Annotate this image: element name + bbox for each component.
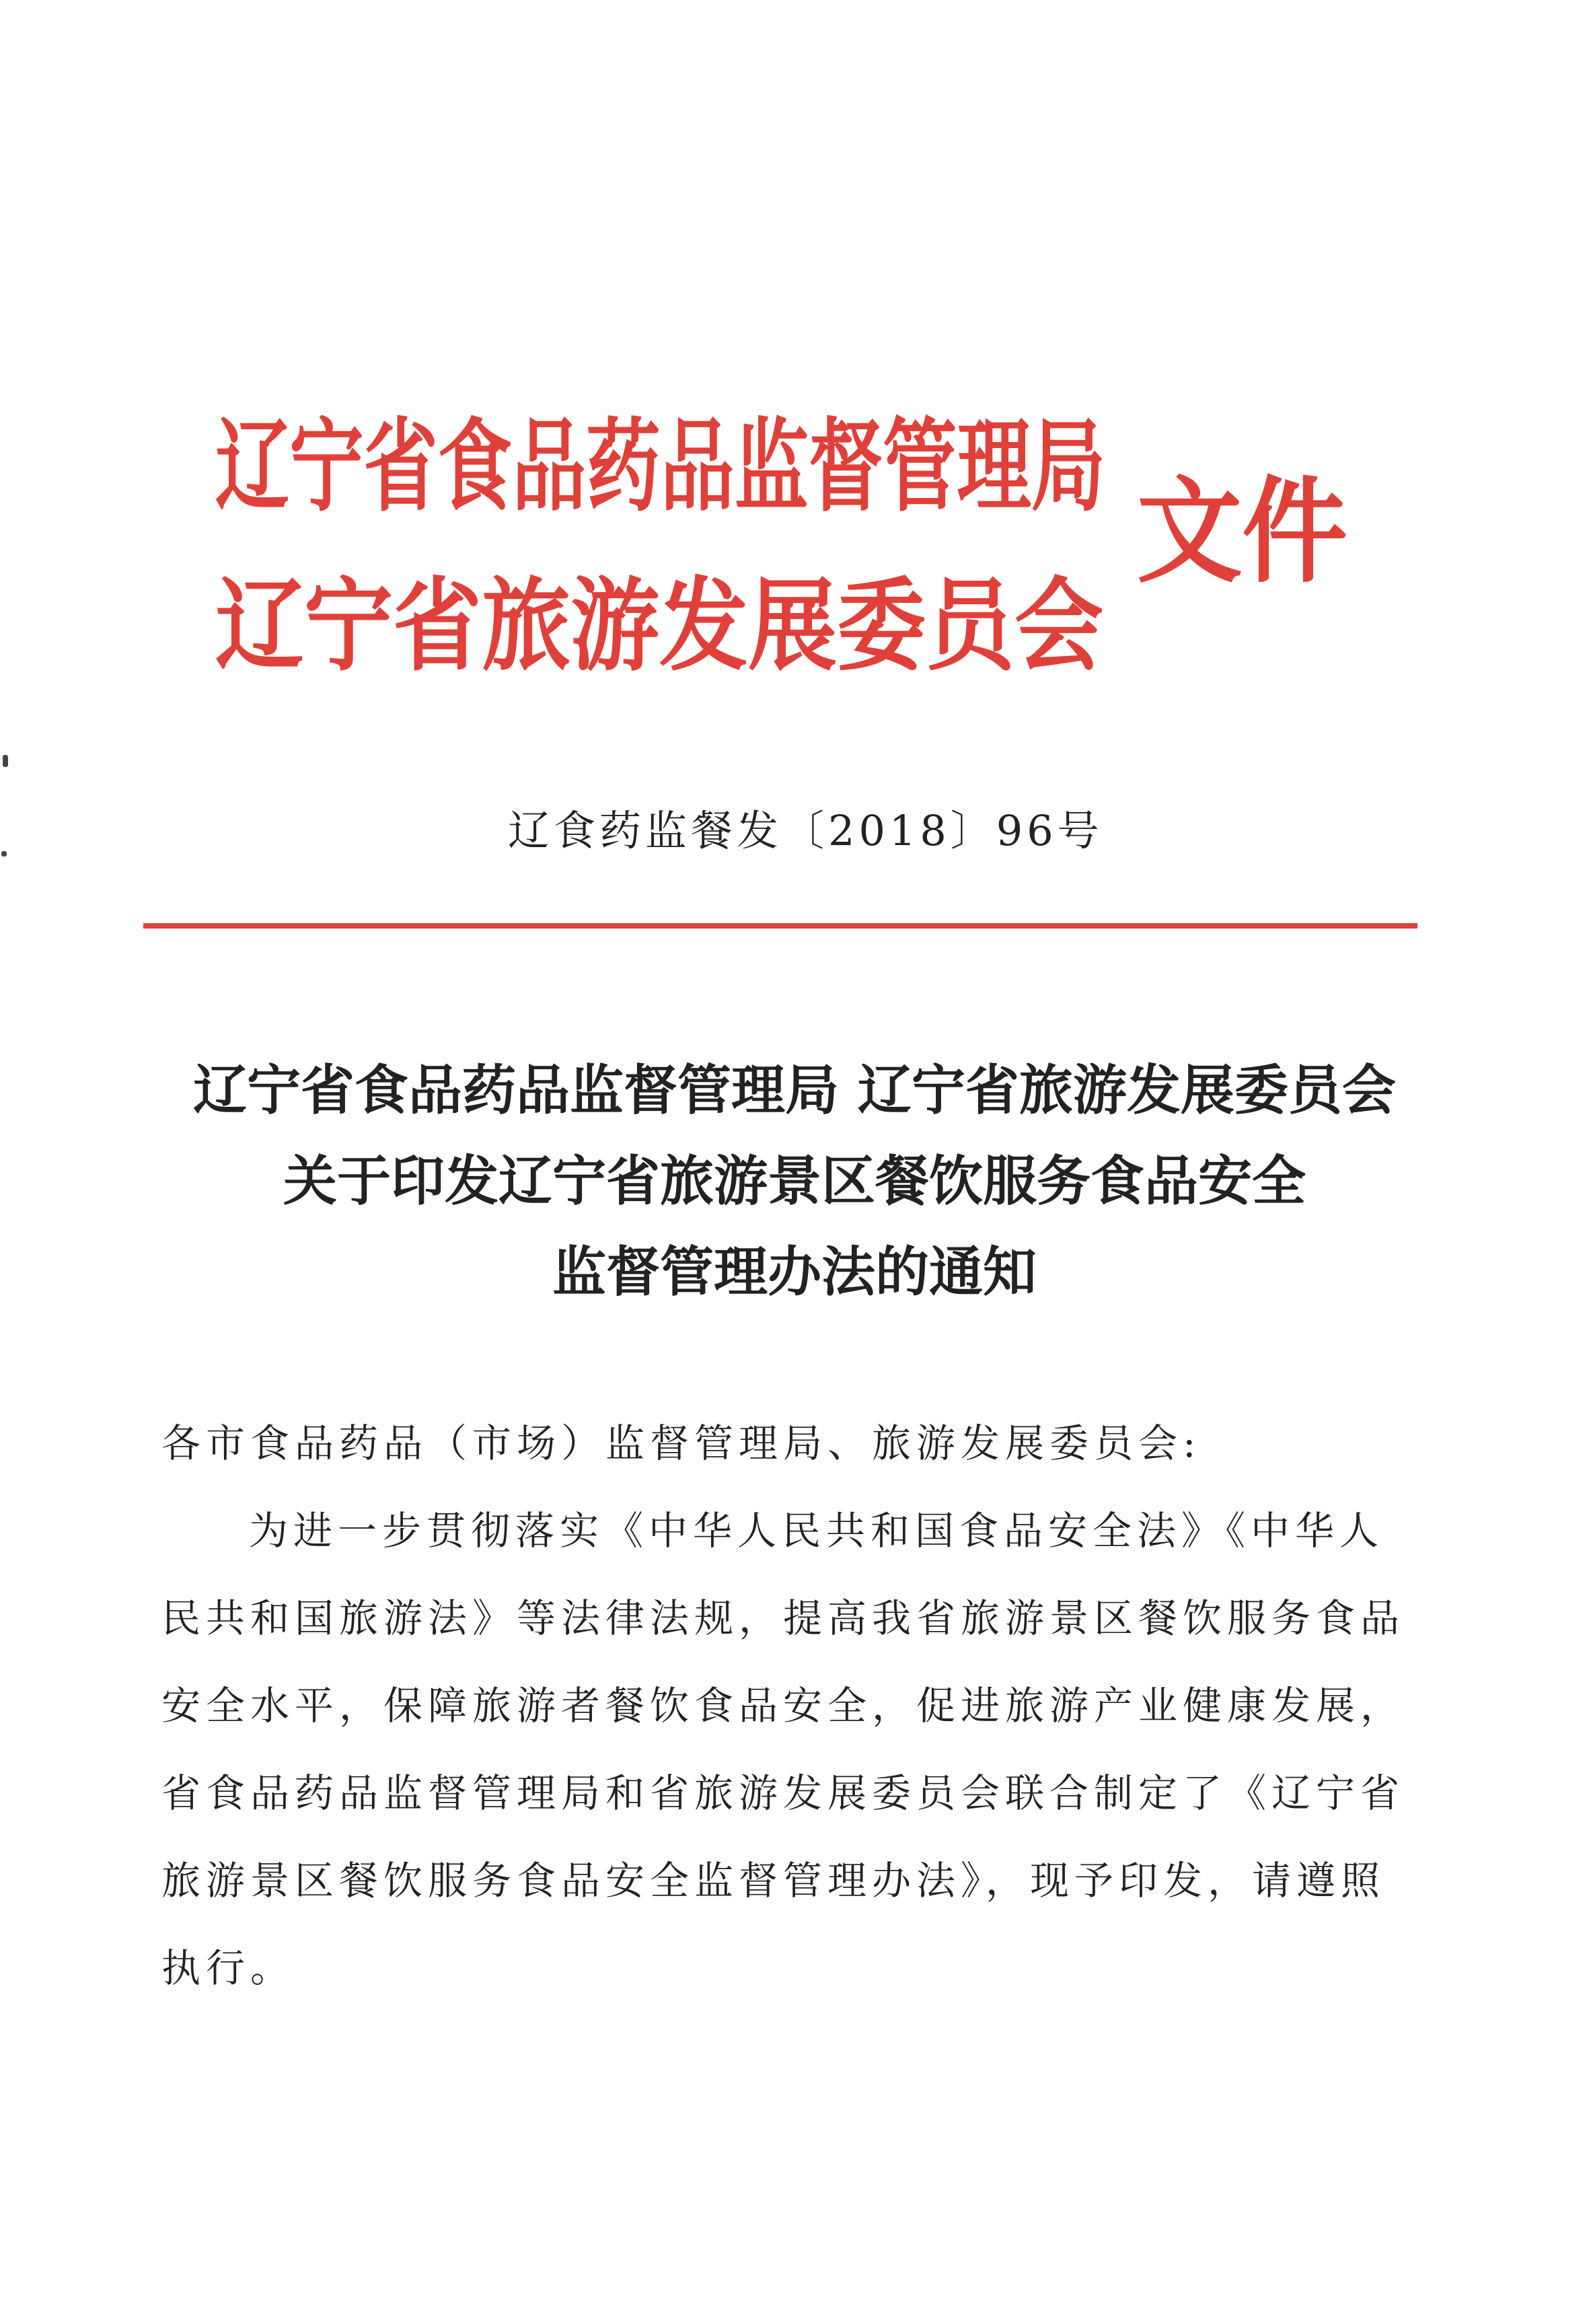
title-line-2: 关于印发辽宁省旅游景区餐饮服务食品安全 [283, 1149, 1306, 1212]
issuer-line-2: 辽宁省旅游发展委员会 [215, 567, 1104, 685]
body-line: 旅游景区餐饮服务食品安全监督管理办法》，现予印发，请遵照 [161, 1858, 1386, 1903]
title-line-3: 监督管理办法的通知 [552, 1240, 1037, 1303]
red-divider [143, 923, 1417, 929]
body-line: 为进一步贯彻落实《中华人民共和国食品安全法》《中华人 [249, 1508, 1384, 1554]
document-number: 辽食药监餐发〔2018〕96号 [508, 806, 1103, 855]
title-line-1: 辽宁省食品药品监督管理局 辽宁省旅游发展委员会 [193, 1058, 1396, 1122]
issuer-line-1: 辽宁省食品药品监督管理局 [215, 407, 1106, 525]
body-line: 民共和国旅游法》等法律法规，提高我省旅游景区餐饮服务食品 [161, 1595, 1405, 1641]
body-line: 执行。 [161, 1945, 295, 1991]
scan-mark [1, 851, 7, 857]
salutation: 各市食品药品（市场）监督管理局、旅游发展委员会: [161, 1420, 1202, 1466]
body-line: 省食品药品监督管理局和省旅游发展委员会联合制定了《辽宁省 [161, 1770, 1405, 1816]
document-label: 文件 [1137, 464, 1347, 599]
body-line: 安全水平，保障旅游者餐饮食品安全，促进旅游产业健康发展， [161, 1683, 1405, 1729]
scan-mark [3, 755, 8, 767]
